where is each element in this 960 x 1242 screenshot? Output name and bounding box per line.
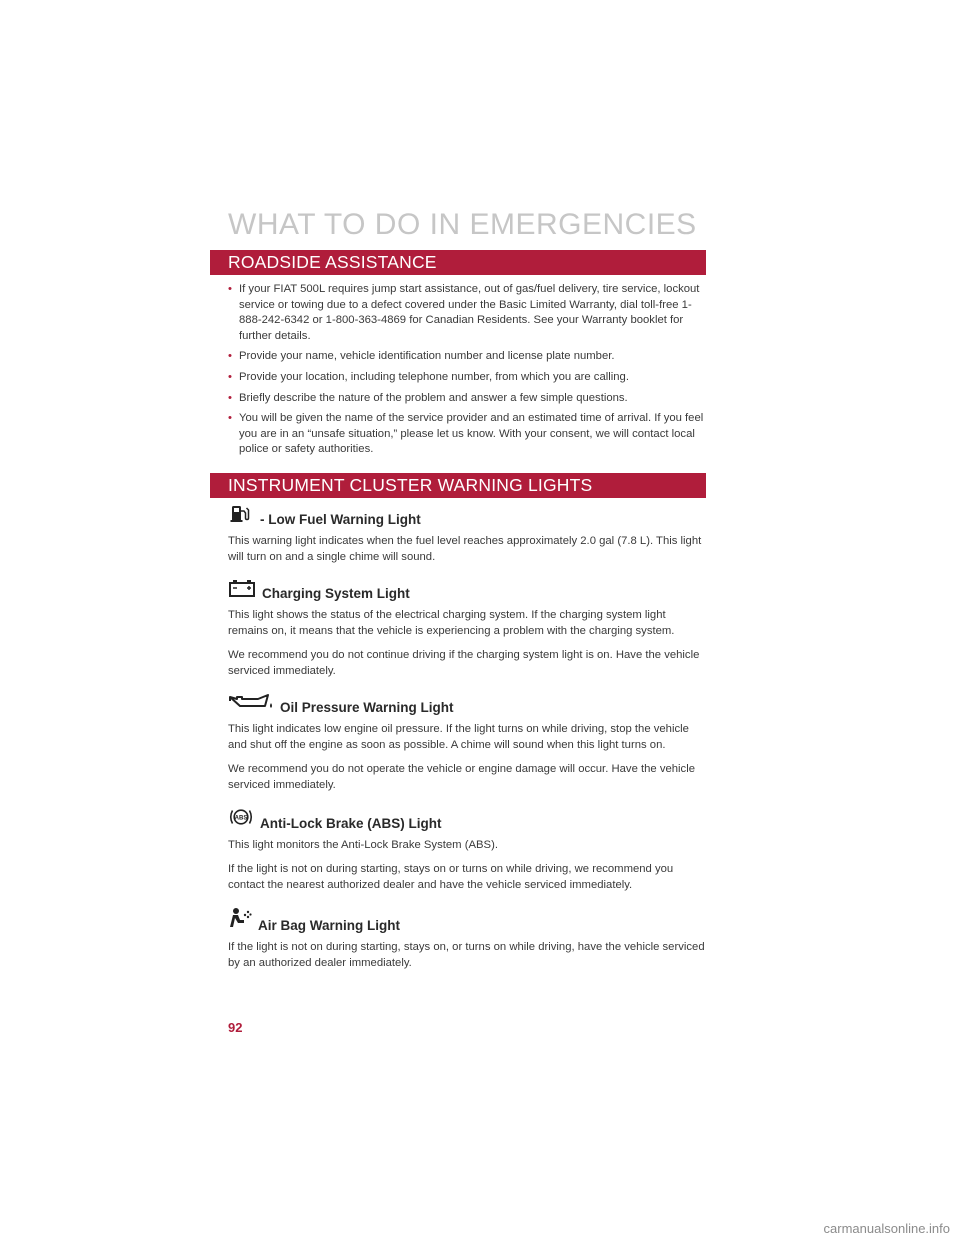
airbag-title: Air Bag Warning Light <box>258 918 400 933</box>
svg-text:ABS: ABS <box>234 815 248 822</box>
bullet-text: You will be given the name of the service provider and an estimated time of arrival. If you feel you are in an “unsafe situation,” please let us know. With your consent, we will contact local police or safety authorities. <box>239 412 704 456</box>
bullet-text: Provide your name, vehicle identification number and license plate number. <box>239 350 615 363</box>
oil-pressure-paragraph-2: We recommend you do not operate the vehicle or engine damage will occur. Have the vehicle serviced immediately. <box>228 763 695 791</box>
bullet-text: Provide your location, including telephone number, from which you are calling. <box>239 370 629 383</box>
section-heading-roadside: ROADSIDE ASSISTANCE <box>210 250 706 275</box>
footer-watermark: carmanualsonline.info <box>823 1221 950 1236</box>
bullet-icon: • <box>228 391 232 404</box>
roadside-bullet-list <box>228 282 706 463</box>
abs-paragraph-1: This light monitors the Anti-Lock Brake System (ABS). <box>228 839 498 851</box>
bullet-icon: • <box>228 370 232 383</box>
list-item <box>228 349 706 365</box>
oil-can-icon <box>228 693 274 716</box>
airbag-icon <box>228 907 252 934</box>
list-item <box>228 370 706 386</box>
battery-icon <box>228 579 256 602</box>
low-fuel-heading <box>228 503 706 528</box>
oil-pressure-paragraph-1: This light indicates low engine oil pressure. If the light turns on while driving, stop the vehicle and shut off the engine as soon as possible. A chime will sound when this light turns on. <box>228 723 689 751</box>
oil-pressure-heading <box>228 693 706 716</box>
bullet-text: Briefly describe the nature of the problem and answer a few simple questions. <box>239 391 628 404</box>
list-item <box>228 282 706 344</box>
airbag-heading <box>228 907 706 934</box>
charging-paragraph-2: We recommend you do not continue driving if the charging system light is on. Have the vehicle serviced immediately. <box>228 649 700 677</box>
abs-title: Anti-Lock Brake (ABS) Light <box>260 816 442 831</box>
low-fuel-paragraph: This warning light indicates when the fuel level reaches approximately 2.0 gal (7.8 L). This light will turn on and a single chime will sound. <box>228 535 702 563</box>
abs-paragraph-2: If the light is not on during starting, stays on or turns on while driving, we recommend you contact the nearest authorized dealer and have the vehicle serviced immediately. <box>228 863 674 891</box>
abs-heading <box>228 807 706 832</box>
airbag-paragraph: If the light is not on during starting, stays on, or turns on while driving, have the vehicle serviced by an authorized dealer immediately. <box>228 941 705 969</box>
bullet-icon: • <box>228 350 232 363</box>
bullet-icon: • <box>228 412 232 425</box>
abs-icon <box>228 807 254 832</box>
section-heading-cluster: INSTRUMENT CLUSTER WARNING LIGHTS <box>210 473 706 498</box>
list-item <box>228 411 706 458</box>
low-fuel-title: - Low Fuel Warning Light <box>260 512 421 527</box>
fuel-pump-icon <box>228 503 254 528</box>
list-item <box>228 391 706 407</box>
bullet-text: If your FIAT 500L requires jump start assistance, out of gas/fuel delivery, tire service, lockout service or towing due to a defect covered under the Basic Limited Warranty, dial toll-free 1-888-242-6342 or 1-800-363-4869 for Canadian Residents. See your Warranty booklet for further details. <box>239 283 700 342</box>
charging-paragraph-1: This light shows the status of the electrical charging system. If the charging system light remains on, it means that the vehicle is experiencing a problem with the charging system. <box>228 609 675 637</box>
charging-title: Charging System Light <box>262 586 410 601</box>
charging-heading <box>228 579 706 602</box>
chapter-title: WHAT TO DO IN EMERGENCIES <box>228 208 697 241</box>
warning-lights-section <box>228 503 706 979</box>
oil-pressure-title: Oil Pressure Warning Light <box>280 700 454 715</box>
page-number: 92 <box>228 1020 243 1035</box>
bullet-icon: • <box>228 283 232 295</box>
